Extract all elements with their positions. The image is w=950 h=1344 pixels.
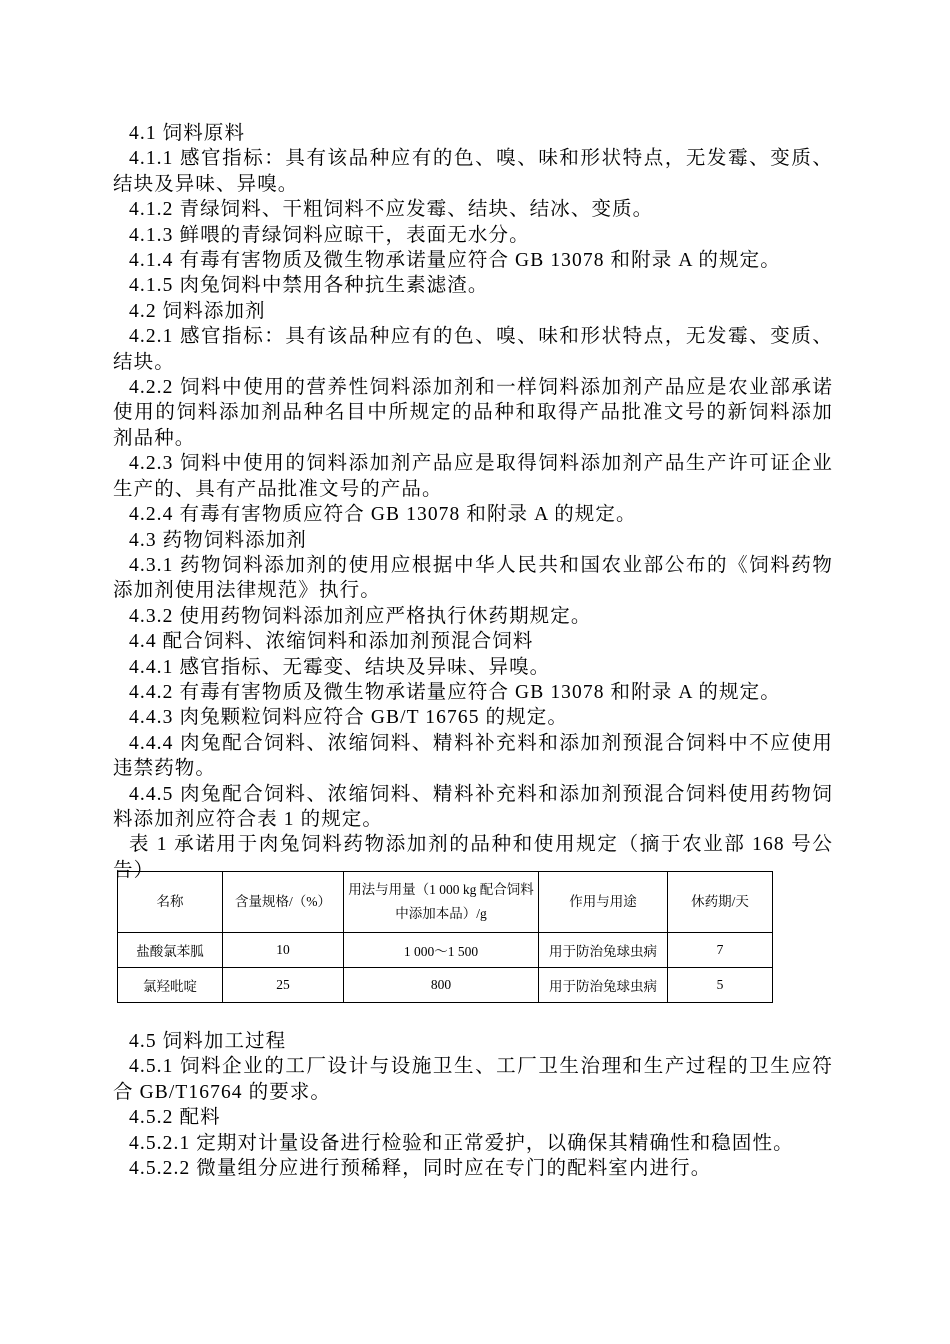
paragraph: 4.3.1 药物饲料添加剂的使用应根据中华人民共和国农业部公布的《饲料药物添加剂使用法律规范》执行。 [113, 554, 833, 602]
table-cell: 用于防治兔球虫病 [539, 933, 668, 968]
paragraph: 4.2.3 饲料中使用的饲料添加剂产品应是取得饲料添加剂产品生产许可证企业生产的、具有产品批准文号的产品。 [113, 453, 833, 500]
paragraph: 4.5.1 饲料企业的工厂设计与设施卫生、工厂卫生治理和生产过程的卫生应符合 GB/T16764 的要求。 [113, 1056, 833, 1103]
table-cell: 5 [668, 968, 773, 1003]
paragraph: 4.2.4 有毒有害物质应符合 GB 13078 和附录 A 的规定。 [129, 504, 637, 526]
table-cell: 用于防治兔球虫病 [539, 968, 668, 1003]
paragraph: 4.4.1 感官指标、无霉变、结块及异味、异嗅。 [129, 656, 551, 678]
paragraph: 4.1.2 青绿饲料、干粗饲料不应发霉、结块、结冰、变质。 [129, 199, 654, 221]
table-header-cell: 含量规格/（%） [223, 872, 344, 933]
table-header-cell: 休药期/天 [668, 872, 773, 933]
paragraph: 4.1.4 有毒有害物质及微生物承诺量应符合 GB 13078 和附录 A 的规定。 [129, 250, 781, 272]
table-header-cell: 名称 [118, 872, 223, 933]
paragraph: 4.5.2.1 定期对计量设备进行检验和正常爱护，以确保其精确性和稳固性。 [129, 1132, 794, 1154]
section-heading: 4.4 配合饲料、浓缩饲料和添加剂预混合饲料 [129, 631, 534, 653]
drug-additive-table [117, 871, 773, 1003]
paragraph: 4.5.2.2 微量组分应进行预稀释，同时应在专门的配料室内进行。 [129, 1158, 712, 1180]
section-heading: 4.5 饲料加工过程 [129, 1031, 287, 1052]
table-cell: 氯羟吡啶 [118, 968, 223, 1003]
paragraph: 4.1.1 感官指标：具有该品种应有的色、嗅、味和形状特点，无发霉、变质、结块及异味、异嗅。 [113, 148, 833, 195]
paragraph: 4.1.5 肉兔饲料中禁用各种抗生素滤渣。 [129, 275, 489, 297]
document-body-continued [113, 1029, 833, 1181]
paragraph: 4.2.1 感官指标：具有该品种应有的色、嗅、味和形状特点，无发霉、变质、结块。 [113, 326, 833, 373]
table-row [118, 968, 773, 1003]
paragraph: 4.4.3 肉兔颗粒饲料应符合 GB/T 16765 的规定。 [129, 707, 568, 729]
table-cell: 盐酸氯苯胍 [118, 933, 223, 968]
paragraph: 4.1.3 鲜喂的青绿饲料应晾干，表面无水分。 [129, 224, 530, 246]
section-heading: 4.2 饲料添加剂 [129, 300, 266, 322]
document-body [113, 121, 833, 883]
table-cell: 10 [223, 933, 344, 968]
table-cell: 800 [344, 968, 539, 1003]
paragraph: 4.4.2 有毒有害物质及微生物承诺量应符合 GB 13078 和附录 A 的规定。 [129, 681, 781, 703]
table-header-cell: 用法与用量（1 000 kg 配合饲料中添加本品）/g [344, 872, 539, 933]
table-cell: 1 000～1 500 [344, 933, 539, 968]
section-heading: 4.1 饲料原料 [129, 123, 246, 144]
table-header-cell: 作用与用途 [539, 872, 668, 933]
table-row [118, 933, 773, 968]
table-caption: 表 1 承诺用于肉兔饲料药物添加剂的品种和使用规定（摘于农业部 168 号公告） [113, 834, 833, 881]
paragraph: 4.4.4 肉兔配合饲料、浓缩饲料、精料补充料和添加剂预混合饲料中不应使用违禁药物。 [113, 732, 833, 780]
paragraph: 4.2.2 饲料中使用的营养性饲料添加剂和一样饲料添加剂产品应是农业部承诺使用的饲料添加剂品种名目中所规定的品种和取得产品批准文号的新饲料添加剂品种。 [113, 377, 833, 449]
section-heading: 4.3 药物饲料添加剂 [129, 529, 307, 551]
paragraph: 4.4.5 肉兔配合饲料、浓缩饲料、精料补充料和添加剂预混合饲料使用药物饲料添加剂应符合表 1 的规定。 [113, 783, 833, 830]
table-cell: 25 [223, 968, 344, 1003]
section-heading: 4.5.2 配料 [129, 1107, 221, 1129]
table-header-row [118, 872, 773, 933]
paragraph: 4.3.2 使用药物饲料添加剂应严格执行休药期规定。 [129, 605, 592, 627]
table-cell: 7 [668, 933, 773, 968]
